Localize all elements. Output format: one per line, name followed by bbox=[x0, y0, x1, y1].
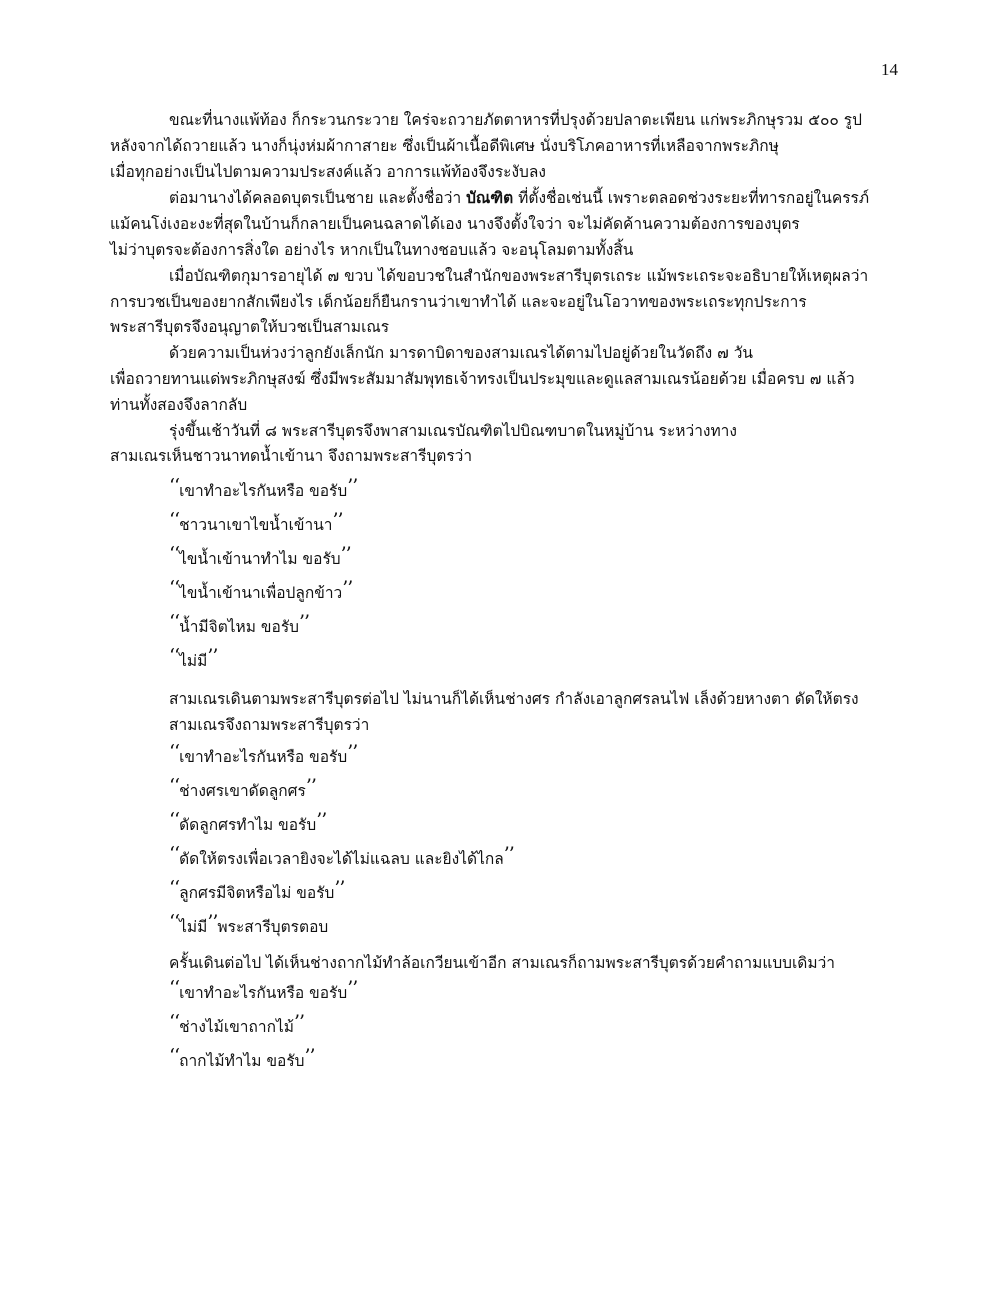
dialogue-line: ‘‘ ช่างศรเขาดัดลูกศร ’’ bbox=[110, 779, 870, 813]
paragraph-4-line-1: ด้วยความเป็นห่วงว่าลูกยังเล็กนัก มารดาบิดาของสามเณรได้ตามไปอยู่ด้วยในวัดถึง ๗ วัน bbox=[169, 344, 753, 363]
paragraph-4-line-2: เพื่อถวายทานแด่พระภิกษุสงฆ์ ซึ่งมีพระสัมมาสัมพุทธเจ้าทรงเป็นประมุขและดูแลสามเณรน้อยด้วย เมื่อครบ ๗ แล้ว bbox=[110, 369, 855, 388]
paragraph-2-line-2: แม้คนโง่เงอะงะที่สุดในบ้านก็กลายเป็นคนฉลาดได้เอง นางจึงตั้งใจว่า จะไม่คัดค้านความต้องการของบุตร bbox=[110, 215, 800, 234]
dialogue-text: ดัดลูกศรทำไม ขอรับ bbox=[179, 815, 317, 834]
dialogue-ricefield bbox=[110, 475, 870, 683]
dialogue-text: ลูกศรมีจิตหรือไม่ ขอรับ bbox=[179, 883, 335, 902]
dialogue-text: ช่างไม้เขาถากไม้ bbox=[179, 1017, 294, 1036]
name-bandit-bold: บัณฑิต bbox=[466, 188, 514, 208]
paragraph-3-line-2: การบวชเป็นของยากสักเพียงไร เด็กน้อยก็ยืนกรานว่าเขาทำได้ และจะอยู่ในโอวาทของพระเถระทุกประการ bbox=[110, 292, 807, 311]
page-body bbox=[110, 108, 870, 1083]
dialogue-text: ดัดให้ตรงเพื่อเวลายิงจะได้ไม่แฉลบ และยิงได้ไกล bbox=[179, 849, 504, 868]
dialogue-2-last-line: ‘‘ ไม่มี ’’ พระสารีบุตรตอบ bbox=[110, 915, 870, 951]
dialogue-line: ‘‘ ถากไม้ทำไม ขอรับ ’’ bbox=[110, 1049, 870, 1083]
dialogue-line: ‘‘ น้ำมีจิตไหม ขอรับ ’’ bbox=[110, 615, 870, 649]
dialogue-text: เขาทำอะไรกันหรือ ขอรับ bbox=[179, 482, 348, 501]
page-number: 14 bbox=[881, 60, 898, 79]
narration-2-line-2: สามเณรจึงถามพระสารีบุตรว่า bbox=[169, 715, 370, 734]
paragraph-5-line-1: รุ่งขึ้นเช้าวันที่ ๘ พระสารีบุตรจึงพาสามเณรบัณฑิตไปบิณฑบาตในหมู่บ้าน ระหว่างทาง bbox=[169, 421, 737, 440]
dialogue-text: ไขน้ำเข้านาทำไม ขอรับ bbox=[179, 550, 341, 569]
dialogue-text: ไขน้ำเข้านาเพื่อปลูกข้าว bbox=[179, 584, 343, 603]
narration-3: ครั้นเดินต่อไป ได้เห็นช่างถากไม้ทำล้อเกวียนเข้าอีก สามเณรก็ถามพระสารีบุตรด้วยคำถามแบบเดิมว่า bbox=[169, 953, 835, 972]
dialogue-text: ไม่มี bbox=[179, 652, 208, 671]
dialogue-line: ‘‘ เขาทำอะไรกันหรือ ขอรับ ’’ bbox=[110, 981, 870, 1015]
dialogue-line: ‘‘ ดัดให้ตรงเพื่อเวลายิงจะได้ไม่แฉลบ และยิงได้ไกล ’’ bbox=[110, 847, 870, 881]
paragraph-3-line-3: พระสารีบุตรจึงอนุญาตให้บวชเป็นสามเณร bbox=[110, 318, 390, 337]
dialogue-text: เขาทำอะไรกันหรือ ขอรับ bbox=[179, 983, 348, 1002]
paragraph-2-line-1 bbox=[110, 185, 870, 212]
dialogue-carpenter bbox=[110, 976, 870, 1083]
dialogue-line: ‘‘ ไขน้ำเข้านาเพื่อปลูกข้าว ’’ bbox=[110, 581, 870, 615]
paragraph-1-line-1: ขณะที่นางแพ้ท้อง ก็กระวนกระวาย ใคร่จะถวายภัตตาหารที่ปรุงด้วยปลาตะเพียน แก่พระภิกษุรวม ๕๐๐ รูป bbox=[169, 111, 862, 129]
dialogue-text: ถากไม้ทำไม ขอรับ bbox=[179, 1051, 305, 1070]
dialogue-text: น้ำมีจิตไหม ขอรับ bbox=[179, 618, 299, 637]
paragraph-2-line-3: ไม่ว่าบุตรจะต้องการสิ่งใด อย่างไร หากเป็นในทางชอบแล้ว จะอนุโลมตามทั้งสิ้น bbox=[110, 240, 634, 259]
paragraph-2-text-a: ต่อมานางได้คลอดบุตรเป็นชาย และตั้งชื่อว่า bbox=[169, 189, 467, 208]
dialogue-line: ‘‘ เขาทำอะไรกันหรือ ขอรับ ’’ bbox=[110, 745, 870, 779]
dialogue-line: ‘‘ ไม่มี ’’ bbox=[110, 649, 870, 683]
dialogue-text: ชาวนาเขาไขน้ำเข้านา bbox=[179, 516, 333, 535]
narration-2-line-1: สามเณรเดินตามพระสารีบุตรต่อไป ไม่นานก็ได้เห็นช่างศร กำลังเอาลูกศรลนไฟ เล็งด้วยหางตา ดัดให้ตรง bbox=[169, 690, 859, 709]
paragraph-1-line-3: เมื่อทุกอย่างเป็นไปตามความประสงค์แล้ว อาการแพ้ท้องจึงระงับลง bbox=[110, 162, 546, 181]
dialogue-line: ‘‘ ดัดลูกศรทำไม ขอรับ ’’ bbox=[110, 813, 870, 847]
dialogue-line: ‘‘ ลูกศรมีจิตหรือไม่ ขอรับ ’’ bbox=[110, 881, 870, 915]
paragraph-3-line-1: เมื่อบัณฑิตกุมารอายุได้ ๗ ขวบ ได้ขอบวชในสำนักของพระสารีบุตรเถระ แม้พระเถระจะอธิบายให้เหตุผลว่า bbox=[169, 266, 869, 285]
dialogue-arrowsmith bbox=[110, 740, 870, 915]
dialogue-line: ‘‘ ไขน้ำเข้านาทำไม ขอรับ ’’ bbox=[110, 547, 870, 581]
paragraph-1-line-2: หลังจากได้ถวายแล้ว นางก็นุ่งห่มผ้ากาสายะ ซึ่งเป็นผ้าเนื้อดีพิเศษ นั่งบริโภคอาหารที่เหลือจากพระภิกษุ bbox=[110, 136, 779, 155]
dialogue-line: ‘‘ เขาทำอะไรกันหรือ ขอรับ ’’ bbox=[110, 479, 870, 513]
dialogue-text: ช่างศรเขาดัดลูกศร bbox=[179, 781, 306, 800]
dialogue-line: ‘‘ ช่างไม้เขาถากไม้ ’’ bbox=[110, 1015, 870, 1049]
paragraph-2-text-b: ที่ตั้งชื่อเช่นนี้ เพราะตลอดช่วงระยะที่ทารกอยู่ในครรภ์ bbox=[513, 189, 870, 208]
dialogue-text: เขาทำอะไรกันหรือ ขอรับ bbox=[179, 747, 348, 766]
dialogue-2-last-tail: พระสารีบุตรตอบ bbox=[217, 917, 329, 936]
dialogue-2-last-quote: ไม่มี bbox=[179, 917, 208, 936]
paragraph-4-line-3: ท่านทั้งสองจึงลากลับ bbox=[110, 395, 248, 414]
paragraph-5-line-2: สามเณรเห็นชาวนาทดน้ำเข้านา จึงถามพระสารีบุตรว่า bbox=[110, 447, 473, 466]
dialogue-line: ‘‘ ชาวนาเขาไขน้ำเข้านา ’’ bbox=[110, 513, 870, 547]
